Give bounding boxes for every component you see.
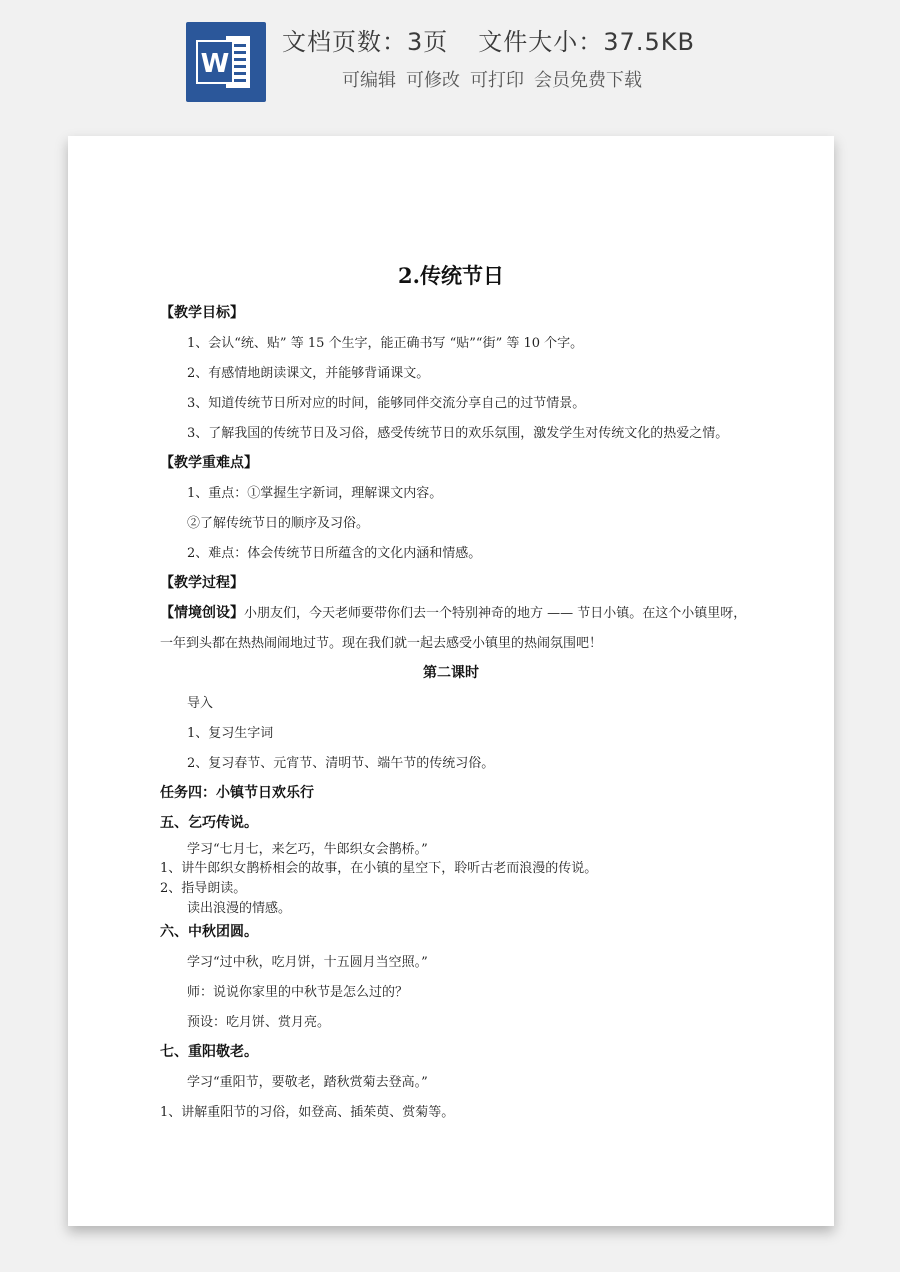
study-qiqiao: 学习“七月七，来乞巧，牛郎织女会鹊桥。” — [187, 842, 428, 857]
goal-1: 1、会认“统、贴” 等 15 个生字，能正确书写 “贴”“街” 等 10 个字。 — [187, 336, 584, 351]
file-info — [282, 22, 695, 57]
document-title: 2.传统节日 — [398, 263, 504, 288]
task-four-heading: 任务四：小镇节日欢乐行 — [160, 785, 314, 801]
difficulty: 2、难点：体会传统节日所蕴含的文化内涵和情感。 — [187, 546, 482, 561]
scenario-text: 小朋友们，今天老师要带你们去一个特别神奇的地方 —— 节日小镇。在这个小镇里呀， — [244, 606, 747, 621]
review-item-2: 2、复习春节、元宵节、清明节、端午节的传统习俗。 — [187, 756, 495, 771]
feature-member-download: 会员免费下载 — [534, 70, 642, 91]
lesson-heading: 第二课时 — [423, 665, 479, 681]
qiqiao-item-1: 1、讲牛郎织女鹊桥相会的故事，在小镇的星空下，聆听古老而浪漫的传说。 — [160, 861, 598, 876]
teacher-question: 师：说说你家里的中秋节是怎么过的？ — [187, 985, 409, 1000]
feature-list — [342, 66, 652, 92]
key-point-1: 1、重点：①掌握生字新词，理解课文内容。 — [187, 486, 443, 501]
section-heading-process: 【教学过程】 — [160, 575, 244, 591]
page-count: 文档页数：3页 — [282, 28, 449, 56]
goal-3: 3、知道传统节日所对应的时间，能够同伴交流分享自己的过节情景。 — [187, 396, 586, 411]
key-point-2: ②了解传统节日的顺序及习俗。 — [187, 516, 370, 531]
section-heading-goals: 【教学目标】 — [160, 305, 244, 321]
word-doc-icon — [186, 22, 266, 102]
goal-2: 2、有感情地朗读课文，并能够背诵课文。 — [187, 366, 430, 381]
study-chongyang: 学习“重阳节，要敬老，踏秋赏菊去登高。” — [187, 1075, 428, 1090]
download-banner — [0, 0, 900, 120]
section-six-heading: 六、中秋团圆。 — [160, 924, 258, 940]
scenario-paragraph — [160, 602, 746, 622]
feature-editable: 可编辑 — [342, 70, 396, 91]
section-five-heading: 五、乞巧传说。 — [160, 815, 258, 831]
preset-answer: 预设：吃月饼、赏月亮。 — [187, 1015, 331, 1030]
feature-modifiable: 可修改 — [406, 70, 460, 91]
qiqiao-item-2: 2、指导朗读。 — [160, 881, 247, 896]
scenario-text-cont: 一年到头都在热热闹闹地过节。现在我们就一起去感受小镇里的热闹氛围吧！ — [160, 636, 603, 651]
file-size: 文件大小：37.5KB — [478, 28, 695, 56]
qiqiao-emotion: 读出浪漫的情感。 — [187, 901, 292, 916]
feature-printable: 可打印 — [470, 70, 524, 91]
intro-label: 导入 — [187, 696, 214, 711]
word-letter: W — [196, 40, 234, 84]
review-item-1: 1、复习生字词 — [187, 726, 274, 741]
scenario-heading: 【情境创设】 — [160, 605, 244, 621]
section-seven-heading: 七、重阳敬老。 — [160, 1044, 258, 1060]
section-heading-key-points: 【教学重难点】 — [160, 455, 258, 471]
goal-4: 3、了解我国的传统节日及习俗，感受传统节日的欢乐氛围，激发学生对传统文化的热爱之情。 — [187, 426, 729, 441]
study-midautumn: 学习“过中秋，吃月饼，十五圆月当空照。” — [187, 955, 428, 970]
chongyang-item-1: 1、讲解重阳节的习俗，如登高、插茱萸、赏菊等。 — [160, 1105, 455, 1120]
document-page — [68, 136, 834, 1226]
